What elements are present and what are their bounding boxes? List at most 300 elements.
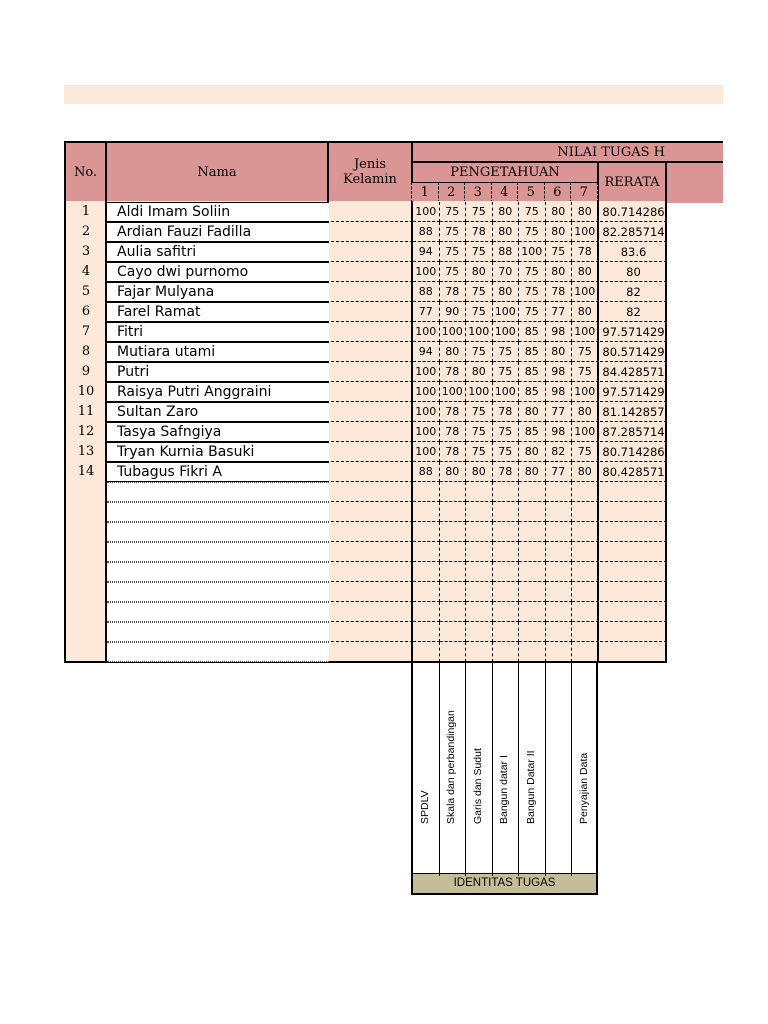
student-name[interactable]: [107, 562, 329, 582]
student-name[interactable]: Putri: [107, 362, 329, 382]
score-cell[interactable]: 100: [466, 322, 493, 342]
score-cell[interactable]: 100: [440, 382, 467, 402]
score-cell[interactable]: [572, 582, 599, 602]
rerata-cell: [600, 622, 667, 642]
score-cell[interactable]: 100: [413, 322, 440, 342]
rerata-cell: 80: [600, 262, 667, 282]
score-cell[interactable]: [572, 482, 599, 502]
task-name-label: Penyajian Data: [578, 752, 591, 824]
score-cell[interactable]: [413, 582, 440, 602]
student-name[interactable]: Tubagus Fikri A: [107, 462, 329, 482]
score-cell[interactable]: 78: [440, 422, 467, 442]
score-cell[interactable]: 80: [466, 362, 493, 382]
score-cell[interactable]: 85: [519, 422, 546, 442]
score-cell[interactable]: 85: [519, 322, 546, 342]
jenis-kelamin-cell[interactable]: [331, 222, 413, 242]
task-number-4: 4: [491, 182, 519, 203]
score-cell[interactable]: 80: [546, 342, 573, 362]
score-cell[interactable]: [440, 522, 467, 542]
score-cell[interactable]: [519, 642, 546, 662]
score-cell[interactable]: [519, 502, 546, 522]
rerata-cell: [600, 502, 667, 522]
score-cell[interactable]: [546, 622, 573, 642]
score-cell[interactable]: 80: [546, 202, 573, 222]
score-cell[interactable]: 100: [440, 322, 467, 342]
jenis-kelamin-cell[interactable]: [331, 342, 413, 362]
score-cell[interactable]: 80: [572, 202, 599, 222]
score-cell[interactable]: 75: [466, 202, 493, 222]
identitas-tugas-label: IDENTITAS TUGAS: [413, 873, 596, 893]
row-number: 10: [77, 384, 95, 399]
score-cell[interactable]: 78: [466, 222, 493, 242]
score-cell[interactable]: 100: [572, 222, 599, 242]
task-column: [493, 663, 520, 876]
score-cell[interactable]: [466, 622, 493, 642]
score-cell[interactable]: 100: [413, 362, 440, 382]
score-cell[interactable]: [519, 582, 546, 602]
score-cell[interactable]: 88: [413, 222, 440, 242]
score-cell[interactable]: 75: [572, 362, 599, 382]
score-cell[interactable]: 75: [519, 282, 546, 302]
student-row: [66, 322, 666, 342]
score-cell[interactable]: 85: [519, 382, 546, 402]
student-name[interactable]: Fitri: [107, 322, 329, 342]
rerata-cell: 82: [600, 282, 667, 302]
score-cell[interactable]: 100: [519, 242, 546, 262]
score-cell[interactable]: [493, 522, 520, 542]
score-cell[interactable]: 77: [546, 402, 573, 422]
score-cell[interactable]: 78: [440, 282, 467, 302]
row-number: 6: [81, 304, 91, 319]
jenis-kelamin-cell[interactable]: [331, 522, 413, 542]
score-cell[interactable]: [440, 602, 467, 622]
score-cell[interactable]: [493, 602, 520, 622]
student-name[interactable]: [107, 542, 329, 562]
score-cell[interactable]: 75: [546, 242, 573, 262]
header-extension: [667, 163, 723, 203]
student-row: [66, 342, 666, 362]
score-cell[interactable]: 100: [493, 382, 520, 402]
score-cell[interactable]: 98: [546, 362, 573, 382]
score-cell[interactable]: 98: [546, 422, 573, 442]
task-number-7: 7: [570, 182, 598, 203]
score-cell[interactable]: [466, 542, 493, 562]
jenis-kelamin-cell[interactable]: [331, 422, 413, 442]
score-cell[interactable]: 100: [413, 442, 440, 462]
empty-row: [66, 562, 666, 582]
score-cell[interactable]: [493, 562, 520, 582]
student-row: [66, 262, 666, 282]
score-cell[interactable]: 75: [493, 342, 520, 362]
rerata-cell: 80.571429: [600, 342, 667, 362]
task-column: [519, 663, 546, 876]
jenis-kelamin-cell[interactable]: [331, 462, 413, 482]
empty-row: [66, 602, 666, 622]
score-cell[interactable]: [572, 542, 599, 562]
score-cell[interactable]: [493, 542, 520, 562]
score-cell[interactable]: 80: [493, 202, 520, 222]
score-cell[interactable]: [546, 642, 573, 662]
task-number-3: 3: [464, 182, 492, 203]
student-row: [66, 302, 666, 322]
rerata-cell: 82.285714: [600, 222, 667, 242]
empty-row: [66, 642, 666, 662]
student-row: [66, 462, 666, 482]
rerata-cell: 83.6: [600, 242, 667, 262]
score-cell[interactable]: [546, 582, 573, 602]
row-number: [66, 642, 106, 662]
score-cell[interactable]: [413, 602, 440, 622]
score-cell[interactable]: 78: [493, 402, 520, 422]
score-cell[interactable]: 85: [519, 362, 546, 382]
jenis-kelamin-cell[interactable]: [331, 302, 413, 322]
student-row: [66, 422, 666, 442]
student-name[interactable]: Aulia safitri: [107, 242, 329, 262]
score-cell[interactable]: 80: [572, 262, 599, 282]
score-cell[interactable]: [546, 522, 573, 542]
score-cell[interactable]: [440, 502, 467, 522]
score-cell[interactable]: 100: [413, 382, 440, 402]
score-cell[interactable]: 70: [493, 262, 520, 282]
student-name[interactable]: Tryan Kurnia Basuki: [107, 442, 329, 462]
row-number: 5: [81, 284, 91, 299]
score-cell[interactable]: 88: [413, 282, 440, 302]
score-cell[interactable]: 75: [466, 442, 493, 462]
score-cell[interactable]: 100: [413, 402, 440, 422]
score-cell[interactable]: 75: [466, 342, 493, 362]
score-cell[interactable]: 100: [466, 382, 493, 402]
rerata-cell: [600, 562, 667, 582]
score-cell[interactable]: 75: [519, 302, 546, 322]
score-cell[interactable]: 75: [493, 442, 520, 462]
score-cell[interactable]: [440, 542, 467, 562]
score-cell[interactable]: 75: [519, 262, 546, 282]
score-cell[interactable]: [440, 642, 467, 662]
score-cell[interactable]: [440, 582, 467, 602]
jenis-kelamin-cell[interactable]: [331, 382, 413, 402]
jenis-kelamin-cell[interactable]: [331, 322, 413, 342]
score-cell[interactable]: 80: [572, 302, 599, 322]
rerata-cell: 80.428571: [600, 462, 667, 482]
rerata-cell: [600, 482, 667, 502]
row-number: [66, 562, 106, 582]
score-cell[interactable]: 98: [546, 322, 573, 342]
row-number: 8: [81, 344, 91, 359]
student-name[interactable]: Ardian Fauzi Fadilla: [107, 222, 329, 242]
score-cell[interactable]: [519, 542, 546, 562]
score-cell[interactable]: [572, 502, 599, 522]
score-cell[interactable]: 78: [493, 462, 520, 482]
score-cell[interactable]: [466, 482, 493, 502]
jenis-kelamin-cell[interactable]: [331, 262, 413, 282]
rerata-cell: [600, 582, 667, 602]
student-name[interactable]: [107, 482, 329, 502]
student-row: [66, 362, 666, 382]
header-nilai-tugas-label: NILAI TUGAS H: [557, 144, 665, 160]
score-cell[interactable]: [413, 482, 440, 502]
score-cell[interactable]: [466, 602, 493, 622]
score-cell[interactable]: [546, 482, 573, 502]
score-cell[interactable]: 80: [519, 442, 546, 462]
score-cell[interactable]: [572, 522, 599, 542]
student-name[interactable]: [107, 502, 329, 522]
student-name[interactable]: [107, 622, 329, 642]
score-cell[interactable]: 82: [546, 442, 573, 462]
header-nama: Nama: [105, 141, 329, 203]
score-cell[interactable]: 85: [519, 342, 546, 362]
score-cell[interactable]: 88: [493, 242, 520, 262]
row-number: [66, 582, 106, 602]
score-cell[interactable]: [493, 622, 520, 642]
score-cell[interactable]: 75: [572, 442, 599, 462]
title-bar: [64, 85, 723, 104]
student-name[interactable]: Cayo dwi purnomo: [107, 262, 329, 282]
rerata-cell: [600, 522, 667, 542]
student-name[interactable]: [107, 602, 329, 622]
jenis-kelamin-cell[interactable]: [331, 602, 413, 622]
score-cell[interactable]: 94: [413, 342, 440, 362]
score-cell[interactable]: 80: [519, 402, 546, 422]
score-cell[interactable]: 75: [466, 402, 493, 422]
row-number: 3: [81, 244, 91, 259]
score-cell[interactable]: 75: [440, 222, 467, 242]
student-name[interactable]: Mutiara utami: [107, 342, 329, 362]
score-cell[interactable]: 78: [440, 362, 467, 382]
score-cell[interactable]: 75: [466, 422, 493, 442]
jenis-kelamin-cell[interactable]: [331, 402, 413, 422]
row-number: 12: [77, 424, 95, 439]
student-row: [66, 242, 666, 262]
rerata-cell: 80.714286: [600, 442, 667, 462]
score-cell[interactable]: 75: [440, 262, 467, 282]
jenis-kelamin-cell[interactable]: [331, 642, 413, 662]
score-cell[interactable]: 78: [440, 442, 467, 462]
score-cell[interactable]: 75: [493, 422, 520, 442]
score-cell[interactable]: 100: [572, 382, 599, 402]
rerata-cell: 80.714286: [600, 202, 667, 222]
student-grade-table: [64, 201, 667, 663]
jenis-kelamin-cell[interactable]: [331, 242, 413, 262]
row-number: 1: [81, 204, 91, 219]
score-cell[interactable]: [413, 502, 440, 522]
score-cell[interactable]: [413, 622, 440, 642]
task-name-label: SPDLV: [418, 790, 431, 824]
score-cell[interactable]: 100: [493, 322, 520, 342]
rerata-cell: 87.285714: [600, 422, 667, 442]
task-column: [572, 663, 599, 876]
empty-row: [66, 582, 666, 602]
score-cell[interactable]: 80: [440, 462, 467, 482]
score-cell[interactable]: [493, 582, 520, 602]
score-cell[interactable]: [493, 502, 520, 522]
row-number: 7: [81, 324, 91, 339]
score-cell[interactable]: 100: [413, 262, 440, 282]
score-cell[interactable]: 80: [519, 462, 546, 482]
rerata-cell: [600, 542, 667, 562]
score-cell[interactable]: 100: [572, 322, 599, 342]
row-number: 9: [81, 364, 91, 379]
task-name-label: Bangun datar I: [498, 755, 511, 824]
score-cell[interactable]: [546, 502, 573, 522]
score-cell[interactable]: 80: [493, 222, 520, 242]
student-name[interactable]: [107, 642, 329, 662]
score-cell[interactable]: [519, 602, 546, 622]
score-cell[interactable]: 80: [466, 462, 493, 482]
score-cell[interactable]: 75: [519, 222, 546, 242]
task-column: [546, 663, 573, 876]
score-cell[interactable]: 100: [572, 282, 599, 302]
score-cell[interactable]: 100: [413, 202, 440, 222]
score-cell[interactable]: 78: [546, 282, 573, 302]
student-row: [66, 442, 666, 462]
jenis-kelamin-cell[interactable]: [331, 582, 413, 602]
row-number: [66, 482, 106, 502]
score-cell[interactable]: 77: [546, 302, 573, 322]
task-identity-panel: [411, 663, 598, 895]
student-row: [66, 222, 666, 242]
student-name[interactable]: Raisya Putri Anggraini: [107, 382, 329, 402]
jenis-kelamin-cell[interactable]: [331, 442, 413, 462]
row-number: 14: [77, 464, 95, 479]
empty-row: [66, 542, 666, 562]
score-cell[interactable]: [413, 562, 440, 582]
header-pengetahuan: PENGETAHUAN: [411, 161, 599, 184]
score-cell[interactable]: 77: [413, 302, 440, 322]
score-cell[interactable]: [546, 562, 573, 582]
score-cell[interactable]: [519, 622, 546, 642]
score-cell[interactable]: 80: [546, 262, 573, 282]
student-name[interactable]: Fajar Mulyana: [107, 282, 329, 302]
score-cell[interactable]: 80: [572, 402, 599, 422]
task-name-label: Garis dan Sudut: [471, 748, 484, 824]
row-number: [66, 502, 106, 522]
score-cell[interactable]: 88: [413, 462, 440, 482]
rerata-cell: [600, 642, 667, 662]
empty-row: [66, 502, 666, 522]
score-cell[interactable]: [519, 482, 546, 502]
student-row: [66, 282, 666, 302]
student-row: [66, 382, 666, 402]
task-number-2: 2: [438, 182, 466, 203]
score-cell[interactable]: [519, 522, 546, 542]
score-cell[interactable]: 75: [466, 242, 493, 262]
score-cell[interactable]: [466, 642, 493, 662]
jenis-kelamin-cell[interactable]: [331, 282, 413, 302]
score-cell[interactable]: [466, 562, 493, 582]
score-cell[interactable]: 80: [440, 342, 467, 362]
student-name[interactable]: [107, 522, 329, 542]
rerata-cell: 84.428571: [600, 362, 667, 382]
score-cell[interactable]: [413, 522, 440, 542]
row-number: [66, 522, 106, 542]
row-number: 4: [81, 264, 91, 279]
score-cell[interactable]: 75: [466, 282, 493, 302]
task-number-6: 6: [544, 182, 572, 203]
student-name[interactable]: Farel Ramat: [107, 302, 329, 322]
score-cell[interactable]: 80: [466, 262, 493, 282]
score-cell[interactable]: 75: [519, 202, 546, 222]
row-number: 2: [81, 224, 91, 239]
score-cell[interactable]: [572, 562, 599, 582]
score-cell[interactable]: [466, 582, 493, 602]
rerata-cell: 82: [600, 302, 667, 322]
student-name[interactable]: [107, 582, 329, 602]
score-cell[interactable]: 78: [440, 402, 467, 422]
score-cell[interactable]: 100: [572, 422, 599, 442]
score-cell[interactable]: 80: [546, 222, 573, 242]
row-number: [66, 622, 106, 642]
score-cell[interactable]: 75: [440, 202, 467, 222]
task-number-row: [411, 182, 599, 203]
empty-row: [66, 482, 666, 502]
score-cell[interactable]: [493, 482, 520, 502]
score-cell[interactable]: [440, 622, 467, 642]
student-name[interactable]: Tasya Safngiya: [107, 422, 329, 442]
score-cell[interactable]: 75: [572, 342, 599, 362]
rerata-cell: 81.142857: [600, 402, 667, 422]
score-cell[interactable]: [413, 642, 440, 662]
task-name-label: Bangun Datar II: [524, 750, 537, 824]
score-cell[interactable]: 78: [572, 242, 599, 262]
score-cell[interactable]: [440, 562, 467, 582]
student-row: [66, 402, 666, 422]
header-nilai-tugas: [411, 141, 723, 163]
score-cell[interactable]: 90: [440, 302, 467, 322]
jenis-kelamin-cell[interactable]: [331, 362, 413, 382]
score-cell[interactable]: 98: [546, 382, 573, 402]
score-cell[interactable]: [493, 642, 520, 662]
jenis-kelamin-cell[interactable]: [331, 622, 413, 642]
student-name[interactable]: Aldi Imam Soliin: [107, 202, 329, 222]
score-cell[interactable]: 80: [493, 282, 520, 302]
task-column: [440, 663, 467, 876]
jenis-kelamin-cell[interactable]: [331, 542, 413, 562]
row-number: [66, 542, 106, 562]
task-column: [466, 663, 493, 876]
score-cell[interactable]: 77: [546, 462, 573, 482]
score-cell[interactable]: [572, 642, 599, 662]
empty-row: [66, 522, 666, 542]
jenis-kelamin-cell[interactable]: [331, 482, 413, 502]
score-cell[interactable]: [466, 522, 493, 542]
jenis-kelamin-cell[interactable]: [331, 562, 413, 582]
score-cell[interactable]: [546, 542, 573, 562]
rerata-cell: 97.571429: [600, 382, 667, 402]
score-cell[interactable]: 75: [493, 362, 520, 382]
task-number-1: 1: [411, 182, 439, 203]
score-cell[interactable]: 100: [493, 302, 520, 322]
score-cell[interactable]: [519, 562, 546, 582]
jenis-kelamin-cell[interactable]: [331, 502, 413, 522]
score-cell[interactable]: 94: [413, 242, 440, 262]
score-cell[interactable]: [413, 542, 440, 562]
student-name[interactable]: Sultan Zaro: [107, 402, 329, 422]
score-cell[interactable]: [546, 602, 573, 622]
jenis-kelamin-cell[interactable]: [331, 202, 413, 222]
score-cell[interactable]: [440, 482, 467, 502]
header-no: No.: [64, 141, 107, 203]
task-column: [413, 663, 440, 876]
score-cell[interactable]: [572, 622, 599, 642]
score-cell[interactable]: [466, 502, 493, 522]
score-cell[interactable]: 75: [440, 242, 467, 262]
score-cell[interactable]: 100: [413, 422, 440, 442]
score-cell[interactable]: [572, 602, 599, 622]
score-cell[interactable]: 80: [572, 462, 599, 482]
score-cell[interactable]: 75: [466, 302, 493, 322]
student-row: [66, 202, 666, 222]
task-number-5: 5: [517, 182, 545, 203]
